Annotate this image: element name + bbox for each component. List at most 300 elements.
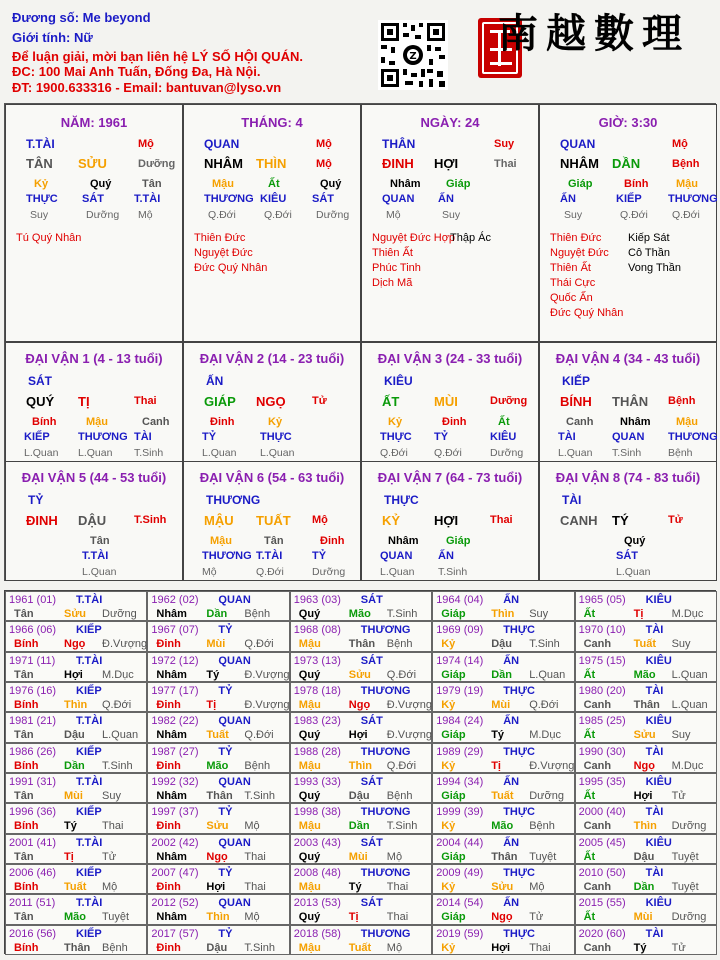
star-item-2: Vong Thần: [628, 262, 682, 274]
year-cell[interactable]: [147, 773, 289, 803]
hidden-god: TỶ: [202, 431, 217, 443]
year-state: Suy: [529, 608, 549, 620]
year-cell[interactable]: [575, 682, 717, 712]
hidden-state: Q.Đới: [620, 209, 648, 221]
hidden-state: Dưỡng: [86, 209, 120, 221]
year-label: 1980 (20): [578, 685, 626, 697]
year-branch: Tuất: [633, 638, 656, 651]
year-label: 1962 (02): [151, 594, 199, 606]
year-cell[interactable]: [432, 591, 574, 621]
hidden-state: Suy: [564, 209, 583, 221]
year-stem: Đinh: [156, 759, 181, 772]
year-state: Mộ: [244, 820, 260, 833]
pillar-title: NĂM: 1961: [60, 115, 128, 130]
year-branch: Dần: [206, 608, 228, 620]
pillar-1[interactable]: [5, 104, 183, 342]
year-branch: Mùi: [64, 790, 83, 802]
year-cell[interactable]: [290, 925, 432, 955]
year-branch: Sửu: [348, 668, 371, 681]
year-cell[interactable]: [432, 773, 574, 803]
star-item: Thiên Đức: [550, 232, 602, 244]
year-cell[interactable]: [575, 591, 717, 621]
year-cell[interactable]: [290, 773, 432, 803]
year-state: Bệnh: [244, 759, 271, 772]
hidden-god: KIÊU: [260, 193, 287, 205]
year-cell[interactable]: [432, 682, 574, 712]
year-branch: Dậu: [491, 638, 512, 651]
hidden-stem: Đinh: [442, 416, 467, 428]
year-branch: Mùi: [348, 850, 368, 863]
year-cell[interactable]: [147, 591, 289, 621]
year-cell[interactable]: [5, 773, 147, 803]
year-cell[interactable]: [5, 621, 147, 651]
year-cell[interactable]: [575, 834, 717, 864]
year-stem: Bính: [14, 941, 39, 954]
year-god: T.TÀI: [76, 654, 103, 667]
year-god: QUAN: [218, 776, 251, 788]
year-god: SÁT: [360, 897, 383, 910]
year-god: TỶ: [218, 685, 233, 697]
year-stem: Mậu: [298, 699, 321, 711]
year-cell[interactable]: [290, 834, 432, 864]
year-cell[interactable]: [147, 712, 289, 742]
pillar-title: NGÀY: 24: [420, 115, 480, 130]
year-stem: Bính: [14, 699, 39, 711]
year-label: 2017 (57): [151, 927, 199, 940]
hidden-god: T.TÀI: [134, 193, 161, 205]
year-branch: Hợi: [633, 790, 653, 802]
year-cell[interactable]: [5, 712, 147, 742]
year-cell[interactable]: [432, 712, 574, 742]
year-state: Đ.Vượng: [102, 638, 148, 651]
dai-van-1[interactable]: [5, 342, 183, 462]
year-cell[interactable]: [147, 834, 289, 864]
stem-god: KIÊU: [384, 374, 413, 388]
hidden-stem: Quý: [624, 535, 646, 547]
year-label: 2004 (44): [436, 836, 484, 849]
year-cell[interactable]: [5, 652, 147, 682]
year-stem: Mậu: [298, 759, 321, 772]
year-state: Mộ: [529, 881, 545, 893]
year-state: M.Dục: [529, 729, 561, 742]
earthly-branch: HỢI: [434, 513, 459, 528]
year-god: ẤN: [503, 776, 520, 788]
branch-state: T.Sinh: [134, 514, 167, 526]
year-cell[interactable]: [5, 894, 147, 924]
year-state: Đ.Vượng: [244, 668, 290, 681]
year-cell[interactable]: [5, 834, 147, 864]
heavenly-stem: ĐINH: [382, 156, 414, 171]
heavenly-stem: TÂN: [26, 156, 53, 171]
pillar-3[interactable]: [361, 104, 539, 342]
hidden-god: ẤN: [438, 193, 454, 205]
star-item: Nguyệt Đức: [194, 247, 253, 259]
hidden-state: L.Quan: [260, 447, 295, 459]
year-label: 1974 (14): [436, 654, 484, 667]
year-label: 2019 (59): [436, 927, 484, 940]
stem-god: T.TÀI: [26, 137, 55, 151]
earthly-branch: TỊ: [78, 394, 90, 409]
year-branch: Mùi: [491, 699, 511, 711]
star-item: Dịch Mã: [372, 277, 413, 289]
hidden-state: L.Quan: [82, 566, 117, 578]
year-stem: Canh: [583, 941, 612, 954]
hidden-god: ẤN: [438, 550, 454, 562]
stem-god: THƯƠNG: [206, 493, 261, 507]
stem-god: QUAN: [204, 137, 240, 151]
year-stem: Đinh: [156, 638, 181, 651]
year-branch: Tý: [633, 941, 647, 954]
heavenly-stem: CANH: [560, 513, 598, 528]
year-god: THỰC: [503, 927, 535, 940]
dai-van-title: ĐẠI VẬN 3 (24 - 33 tuổi): [377, 351, 523, 366]
stem-god: SÁT: [28, 374, 52, 388]
year-label: 1991 (31): [9, 776, 57, 788]
year-state: Suy: [671, 638, 691, 651]
year-god: KIÊU: [645, 715, 672, 728]
year-god: T.TÀI: [76, 715, 103, 728]
year-cell[interactable]: [147, 803, 289, 833]
earthly-branch: SỬU: [78, 156, 107, 171]
year-state: Thai: [244, 850, 266, 863]
year-stem: Tân: [14, 729, 34, 742]
star-item-2: Thập Ác: [450, 232, 491, 244]
year-cell[interactable]: [290, 682, 432, 712]
year-branch: Mão: [206, 759, 229, 772]
year-label: 1964 (04): [436, 594, 484, 606]
year-cell[interactable]: [575, 652, 717, 682]
year-stem: Nhâm: [156, 729, 187, 742]
year-god: T.TÀI: [76, 836, 103, 849]
year-state: Suy: [102, 790, 121, 802]
year-god: THƯƠNG: [360, 867, 411, 879]
hidden-stem: Ất: [268, 178, 280, 190]
year-cell[interactable]: [575, 743, 717, 773]
year-branch: Tị: [633, 608, 644, 620]
dai-van-title: ĐẠI VẬN 7 (64 - 73 tuổi): [377, 470, 523, 485]
year-state: Đ.Vượng: [529, 759, 575, 772]
year-stem: Bính: [14, 638, 39, 651]
heavenly-stem: GIÁP: [204, 394, 236, 409]
year-label: 1997 (37): [151, 806, 199, 819]
year-god: TÀI: [645, 806, 664, 819]
year-cell[interactable]: [575, 803, 717, 833]
year-branch: Hợi: [206, 881, 226, 893]
year-cell[interactable]: [432, 864, 574, 894]
year-branch: Thìn: [348, 759, 373, 772]
hidden-state: Mộ: [138, 209, 153, 221]
year-stem: Tân: [14, 911, 34, 924]
year-god: KIẾP: [76, 685, 102, 697]
year-label: 1992 (32): [151, 776, 199, 788]
dai-van-4[interactable]: [539, 342, 717, 462]
dai-van-8[interactable]: [539, 461, 717, 581]
year-state: Bệnh: [529, 820, 555, 833]
heavenly-stem: BÍNH: [560, 394, 592, 409]
year-stem: Ất: [583, 850, 596, 863]
owner-name: Đương số: Me beyond: [12, 10, 151, 25]
hidden-state: L.Quan: [78, 447, 113, 459]
year-state: Đ.Vượng: [244, 699, 290, 711]
year-state: Đ.Vượng: [386, 699, 432, 711]
hidden-stem: Quý: [90, 178, 112, 190]
heavenly-stem: ẤT: [382, 394, 400, 409]
year-stem: Nhâm: [156, 668, 187, 681]
earthly-branch: DẬU: [78, 513, 107, 528]
hidden-stem: Kỷ: [388, 416, 403, 428]
year-cell[interactable]: [575, 864, 717, 894]
hidden-god: SÁT: [312, 193, 334, 205]
year-cell[interactable]: [432, 652, 574, 682]
year-god: TÀI: [645, 927, 664, 940]
year-cell[interactable]: [432, 803, 574, 833]
hidden-state: T.Sinh: [438, 566, 468, 578]
year-cell[interactable]: [575, 894, 717, 924]
hidden-god: KIẾP: [616, 193, 642, 205]
year-branch: Ngọ: [206, 850, 228, 863]
year-label: 2001 (41): [9, 836, 57, 849]
year-cell[interactable]: [147, 743, 289, 773]
hidden-god: QUAN: [612, 431, 645, 443]
year-cell[interactable]: [575, 621, 717, 651]
year-state: Thai: [529, 941, 551, 954]
hidden-stem: Bính: [624, 178, 649, 190]
year-branch: Tị: [348, 911, 359, 924]
hidden-god: THỰC: [380, 431, 412, 443]
year-stem: Mậu: [298, 820, 321, 833]
heavenly-stem: MẬU: [204, 513, 234, 528]
year-god: THƯƠNG: [360, 806, 411, 819]
year-label: 2011 (51): [9, 897, 56, 910]
year-god: TỶ: [218, 867, 233, 879]
gender: Giới tính: Nữ: [12, 30, 93, 45]
year-god: KIÊU: [645, 836, 672, 849]
year-branch: Tuất: [206, 729, 229, 742]
star-item: Phúc Tinh: [372, 262, 421, 274]
hidden-stem: Quý: [320, 178, 342, 190]
hidden-stem: Nhâm: [390, 178, 421, 190]
year-state: Suy: [671, 729, 691, 742]
hidden-stem: Tân: [90, 535, 110, 547]
hidden-god: THỰC: [26, 193, 58, 205]
address: ĐC: 100 Mai Anh Tuấn, Đống Đa, Hà Nội.: [12, 64, 261, 79]
year-cell[interactable]: [575, 773, 717, 803]
hidden-god: TỶ: [312, 550, 327, 562]
year-god: THỰC: [503, 806, 535, 819]
year-cell[interactable]: [147, 682, 289, 712]
year-stem: Canh: [583, 638, 612, 651]
year-cell[interactable]: [290, 803, 432, 833]
year-label: 1995 (35): [578, 776, 626, 788]
hidden-stem: Kỷ: [268, 416, 283, 428]
year-label: 1988 (28): [293, 745, 341, 758]
hidden-stem: Nhâm: [620, 416, 651, 428]
hidden-state: Q.Đới: [380, 447, 408, 459]
year-stem: Canh: [583, 699, 612, 711]
year-cell[interactable]: [290, 864, 432, 894]
dai-van-title: ĐẠI VẬN 6 (54 - 63 tuổi): [199, 470, 345, 485]
dai-van-title: ĐẠI VẬN 2 (14 - 23 tuổi): [199, 351, 345, 366]
dai-van-2[interactable]: [183, 342, 361, 462]
year-branch: Tý: [64, 820, 77, 833]
year-branch: Dậu: [348, 790, 370, 802]
earthly-branch: TÝ: [612, 513, 629, 528]
year-state: Dưỡng: [529, 790, 564, 802]
year-cell[interactable]: [290, 894, 432, 924]
stem-god: ẤN: [206, 374, 224, 388]
year-branch: Mùi: [633, 911, 653, 924]
branch-state: Bệnh: [672, 158, 700, 170]
year-cell[interactable]: [290, 712, 432, 742]
year-cell[interactable]: [290, 652, 432, 682]
hidden-god: QUAN: [382, 193, 415, 205]
year-branch: Thân: [64, 941, 91, 954]
year-stem: Ất: [583, 911, 596, 924]
hidden-state: Suy: [442, 209, 461, 221]
year-god: QUAN: [218, 897, 251, 910]
year-stem: Kỷ: [441, 941, 456, 954]
year-branch: Tị: [206, 699, 217, 711]
hidden-god: T.TÀI: [82, 550, 109, 562]
year-state: Đ.Vượng: [386, 729, 432, 742]
year-cell[interactable]: [5, 682, 147, 712]
year-stem: Kỷ: [441, 699, 456, 711]
branch-state: Thai: [490, 514, 513, 526]
year-state: Mộ: [244, 911, 260, 924]
hidden-stem: Mậu: [676, 178, 698, 190]
year-cell[interactable]: [290, 621, 432, 651]
year-god: KIÊU: [645, 594, 672, 606]
year-state: Q.Đới: [386, 759, 417, 772]
year-label: 2002 (42): [151, 836, 199, 849]
year-label: 1999 (39): [436, 806, 484, 819]
dai-van-7[interactable]: [361, 461, 539, 581]
year-cell[interactable]: [290, 743, 432, 773]
dai-van-5[interactable]: [5, 461, 183, 581]
hidden-stem: Tân: [142, 178, 162, 190]
year-cell[interactable]: [432, 743, 574, 773]
year-branch: Thìn: [206, 911, 230, 924]
year-stem: Đinh: [156, 699, 181, 711]
star-item: Nguyệt Đức Hợp: [372, 232, 456, 244]
year-cell[interactable]: [5, 591, 147, 621]
stem-state: Mộ: [672, 138, 688, 150]
year-state: Tuyệt: [671, 850, 699, 863]
year-god: TÀI: [645, 685, 664, 697]
year-stem: Kỷ: [441, 759, 456, 772]
hidden-stem: Nhâm: [388, 535, 419, 547]
year-branch: Thân: [491, 850, 518, 863]
year-state: Tử: [671, 790, 686, 802]
year-cell[interactable]: [5, 925, 147, 955]
pillar-2[interactable]: [183, 104, 361, 342]
hidden-state: Suy: [30, 209, 49, 221]
year-state: Bệnh: [244, 608, 271, 620]
hidden-stem: Mậu: [86, 416, 108, 428]
star-item: Quốc Ấn: [550, 292, 593, 304]
year-label: 1970 (10): [578, 624, 626, 637]
year-cell[interactable]: [575, 925, 717, 955]
year-state: Bệnh: [102, 941, 128, 954]
year-cell[interactable]: [147, 894, 289, 924]
year-stem: Nhâm: [156, 911, 187, 924]
year-god: ẤN: [503, 654, 520, 667]
year-cell[interactable]: [432, 834, 574, 864]
branch-state: Bệnh: [668, 395, 696, 407]
stem-god: TỶ: [28, 493, 44, 507]
year-god: QUAN: [218, 594, 251, 606]
branch-state: Tử: [312, 395, 327, 407]
year-cell[interactable]: [147, 925, 289, 955]
hidden-state: L.Quan: [616, 566, 651, 578]
stem-god: THỰC: [384, 493, 419, 507]
year-god: TÀI: [645, 624, 664, 637]
earthly-branch: MÙI: [434, 394, 458, 409]
year-label: 1979 (19): [436, 685, 484, 697]
year-stem: Ất: [583, 608, 596, 620]
year-god: KIẾP: [76, 867, 102, 879]
phone-email[interactable]: ĐT: 1900.633316 - Email: bantuvan@lyso.vn: [12, 80, 282, 95]
year-god: T.TÀI: [76, 594, 103, 606]
qr-code-icon[interactable]: [378, 20, 448, 90]
year-label: 2003 (43): [293, 836, 341, 849]
year-branch: Sửu: [491, 881, 514, 893]
stem-god: QUAN: [560, 137, 596, 151]
hidden-god: THỰC: [260, 431, 292, 443]
year-god: QUAN: [218, 836, 251, 849]
year-cell[interactable]: [432, 621, 574, 651]
dai-van-3[interactable]: [361, 342, 539, 462]
hidden-god: THƯƠNG: [78, 431, 128, 443]
year-stem: Đinh: [156, 941, 181, 954]
year-state: Thai: [102, 820, 124, 833]
hidden-god: QUAN: [380, 550, 413, 562]
year-stem: Mậu: [298, 941, 321, 954]
year-state: T.Sinh: [244, 941, 275, 954]
pillar-4[interactable]: [539, 104, 717, 342]
year-stem: Giáp: [441, 850, 466, 863]
year-cell[interactable]: [147, 864, 289, 894]
earthly-branch: THÌN: [256, 156, 287, 171]
star-item: Thiên Ất: [550, 262, 591, 274]
header: [0, 0, 720, 100]
year-cell[interactable]: [5, 803, 147, 833]
year-cell[interactable]: [432, 894, 574, 924]
year-label: 1963 (03): [293, 594, 341, 606]
hidden-state: Mộ: [386, 209, 401, 221]
stem-god: THÂN: [382, 137, 416, 151]
year-cell[interactable]: [147, 652, 289, 682]
year-cell[interactable]: [432, 925, 574, 955]
branch-state: Dưỡng: [138, 158, 176, 170]
stem-state: Suy: [494, 138, 515, 150]
year-branch: Thìn: [633, 820, 657, 833]
hidden-state: T.Sinh: [612, 447, 642, 459]
year-stem: Giáp: [441, 790, 466, 802]
year-cell[interactable]: [575, 712, 717, 742]
year-stem: Kỷ: [441, 881, 456, 893]
year-cell[interactable]: [290, 591, 432, 621]
year-cell[interactable]: [147, 621, 289, 651]
year-stem: Quý: [298, 608, 321, 620]
year-branch: Sửu: [206, 820, 229, 833]
stem-god: TÀI: [562, 493, 582, 507]
dai-van-6[interactable]: [183, 461, 361, 581]
hidden-stem: Canh: [566, 416, 594, 428]
hidden-stem: Kỷ: [34, 178, 49, 190]
year-cell[interactable]: [5, 864, 147, 894]
year-cell[interactable]: [5, 743, 147, 773]
